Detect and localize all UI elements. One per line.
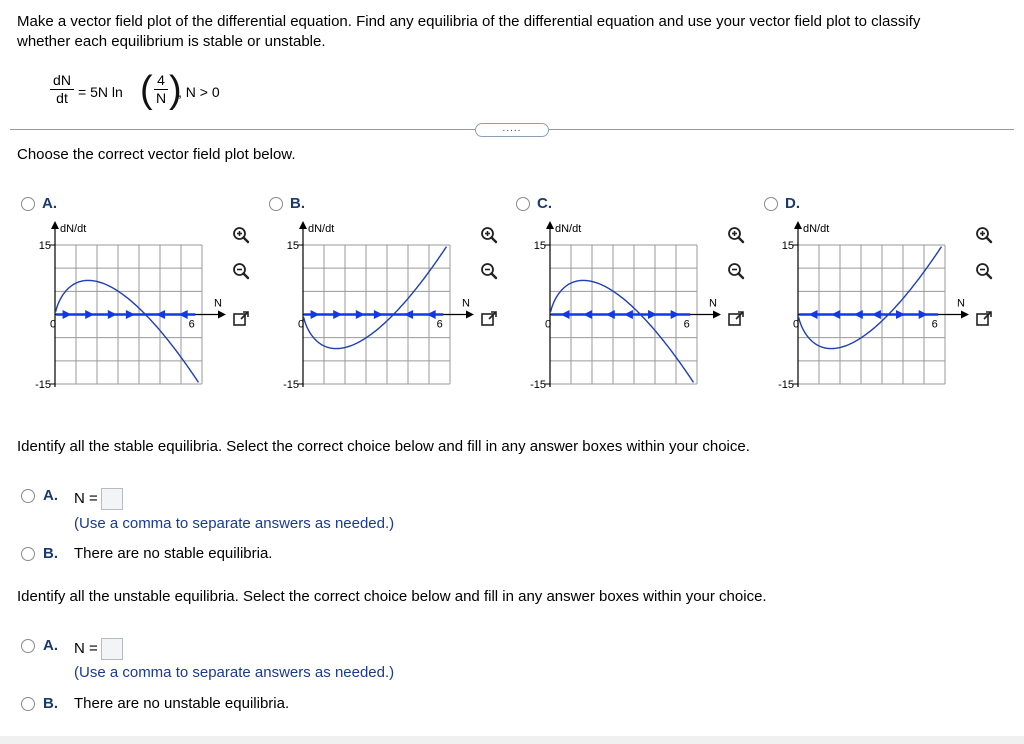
y-tick-label-bottom: -15 — [778, 379, 794, 390]
bottom-bar — [0, 736, 1024, 744]
stable-answer-box[interactable] — [101, 488, 123, 510]
vector-field-arrow — [583, 310, 592, 319]
vector-field-arrow — [311, 310, 320, 319]
vector-field-arrow — [427, 310, 436, 319]
dt-denominator: dt — [56, 90, 68, 106]
x-tick-label-0: 0 — [792, 318, 800, 331]
x-tick-label-0: 0 — [297, 318, 305, 331]
dn-dt-curve — [551, 280, 694, 382]
stable-option-b-letter: B. — [43, 545, 58, 562]
y-tick-label-bottom: -15 — [530, 379, 546, 390]
choose-plot-prompt: Choose the correct vector field plot below. — [17, 146, 296, 163]
x-axis-label: N — [214, 297, 222, 310]
x-tick-label-6: 6 — [683, 318, 690, 331]
vector-field-arrow — [156, 310, 165, 319]
dn-dt-curve — [56, 280, 199, 382]
y-axis-label: dN/dt — [555, 223, 582, 235]
vector-field-arrow — [896, 310, 905, 319]
y-axis-arrowhead — [794, 221, 802, 229]
domain-condition: , N > 0 — [178, 84, 220, 100]
dn-dt-curve — [304, 247, 447, 349]
plot-option-c-popout-icon[interactable] — [727, 310, 745, 328]
stable-option-b-radio[interactable] — [21, 547, 35, 561]
y-tick-label-top: 15 — [781, 240, 794, 252]
y-axis-label: dN/dt — [803, 223, 830, 235]
x-axis-arrowhead — [713, 311, 721, 319]
vector-field-arrow — [333, 310, 342, 319]
unstable-prompt: Identify all the unstable equilibria. Select the correct choice below and fill in any answer boxes within your choice. — [17, 588, 767, 605]
vector-field-arrow — [624, 310, 633, 319]
vector-field-arrow — [356, 310, 365, 319]
unstable-answer-box[interactable] — [101, 638, 123, 660]
plot-option-d-letter: D. — [785, 195, 800, 212]
unstable-option-b-letter: B. — [43, 695, 58, 712]
unstable-option-b-radio[interactable] — [21, 697, 35, 711]
x-tick-label-0: 0 — [49, 318, 57, 331]
x-axis-label: N — [462, 297, 470, 310]
dn-dt-curve — [799, 247, 942, 349]
y-axis-arrowhead — [546, 221, 554, 229]
vector-field-arrow — [919, 310, 928, 319]
stable-option-a-text: N = — [74, 490, 98, 507]
x-tick-label-0: 0 — [544, 318, 552, 331]
inner-denominator: N — [155, 90, 167, 106]
vector-field-arrow — [374, 310, 383, 319]
vector-field-arrow — [854, 310, 863, 319]
vector-field-arrow — [85, 310, 94, 319]
x-tick-label-6: 6 — [931, 318, 938, 331]
unstable-option-a-radio[interactable] — [21, 639, 35, 653]
stable-option-a-hint: (Use a comma to separate answers as needed.) — [74, 515, 395, 532]
dn-dt-fraction — [50, 72, 74, 106]
x-axis-arrowhead — [961, 311, 969, 319]
plot-option-b-letter: B. — [290, 195, 305, 212]
y-tick-label-top: 15 — [38, 240, 51, 252]
plot-option-a-zoom-in-icon[interactable] — [232, 226, 250, 244]
left-paren: ( — [140, 69, 153, 111]
right-paren: ) — [169, 69, 182, 111]
x-axis-label: N — [709, 297, 717, 310]
vector-field-arrow — [648, 310, 657, 319]
x-axis-label: N — [957, 297, 965, 310]
plot-option-a-popout-icon[interactable] — [232, 310, 250, 328]
vector-field-arrow — [809, 310, 818, 319]
vector-field-arrow — [63, 310, 72, 319]
dn-numerator: dN — [53, 72, 71, 88]
plot-option-d-zoom-in-icon[interactable] — [975, 226, 993, 244]
plot-option-d-popout-icon[interactable] — [975, 310, 993, 328]
vector-field-arrow — [404, 310, 413, 319]
plot-option-c-zoom-in-icon[interactable] — [727, 226, 745, 244]
rhs-text: = 5N ln — [78, 84, 123, 100]
vector-field-arrow — [179, 310, 188, 319]
unstable-option-a-text: N = — [74, 640, 98, 657]
stable-option-a-letter: A. — [43, 487, 58, 504]
stable-prompt: Identify all the stable equilibria. Select the correct choice below and fill in any answer boxes within your choice. — [17, 438, 750, 455]
y-axis-label: dN/dt — [60, 223, 87, 235]
plot-option-c-zoom-out-icon[interactable] — [727, 262, 745, 280]
question-text — [17, 12, 1007, 52]
vector-field-arrow — [831, 310, 840, 319]
y-tick-label-bottom: -15 — [35, 379, 51, 390]
plot-option-b-popout-icon[interactable] — [480, 310, 498, 328]
plot-option-b-zoom-in-icon[interactable] — [480, 226, 498, 244]
stable-option-a-radio[interactable] — [21, 489, 35, 503]
question-line-2: whether each equilibrium is stable or unstable. — [17, 33, 326, 50]
inner-fraction — [154, 72, 168, 106]
x-axis-arrowhead — [218, 311, 226, 319]
vector-field-arrow — [872, 310, 881, 319]
plot-option-a-zoom-out-icon[interactable] — [232, 262, 250, 280]
vector-field-arrow — [108, 310, 117, 319]
inner-numerator: 4 — [157, 72, 165, 88]
y-axis-arrowhead — [51, 221, 59, 229]
y-axis-label: dN/dt — [308, 223, 335, 235]
unstable-option-a-hint: (Use a comma to separate answers as needed.) — [74, 664, 395, 681]
y-axis-arrowhead — [299, 221, 307, 229]
question-line-1: Make a vector field plot of the differential equation. Find any equilibria of the differential equation and use your vector field plot to classify — [17, 13, 921, 30]
vector-field-arrow — [561, 310, 570, 319]
y-tick-label-top: 15 — [533, 240, 546, 252]
vector-field-arrow — [671, 310, 680, 319]
x-tick-label-6: 6 — [188, 318, 195, 331]
y-tick-label-bottom: -15 — [283, 379, 299, 390]
x-axis-arrowhead — [466, 311, 474, 319]
plot-option-a-letter: A. — [42, 195, 57, 212]
vector-field-arrow — [126, 310, 135, 319]
stable-option-b-text: There are no stable equilibria. — [74, 545, 273, 562]
unstable-option-b-text: There are no unstable equilibria. — [74, 695, 290, 712]
y-tick-label-top: 15 — [286, 240, 299, 252]
plot-option-b-zoom-out-icon[interactable] — [480, 262, 498, 280]
expand-button[interactable]: ..... — [475, 123, 549, 137]
x-tick-label-6: 6 — [436, 318, 443, 331]
unstable-option-a-letter: A. — [43, 637, 58, 654]
plot-option-c-letter: C. — [537, 195, 552, 212]
vector-field-arrow — [606, 310, 615, 319]
plot-option-d-zoom-out-icon[interactable] — [975, 262, 993, 280]
